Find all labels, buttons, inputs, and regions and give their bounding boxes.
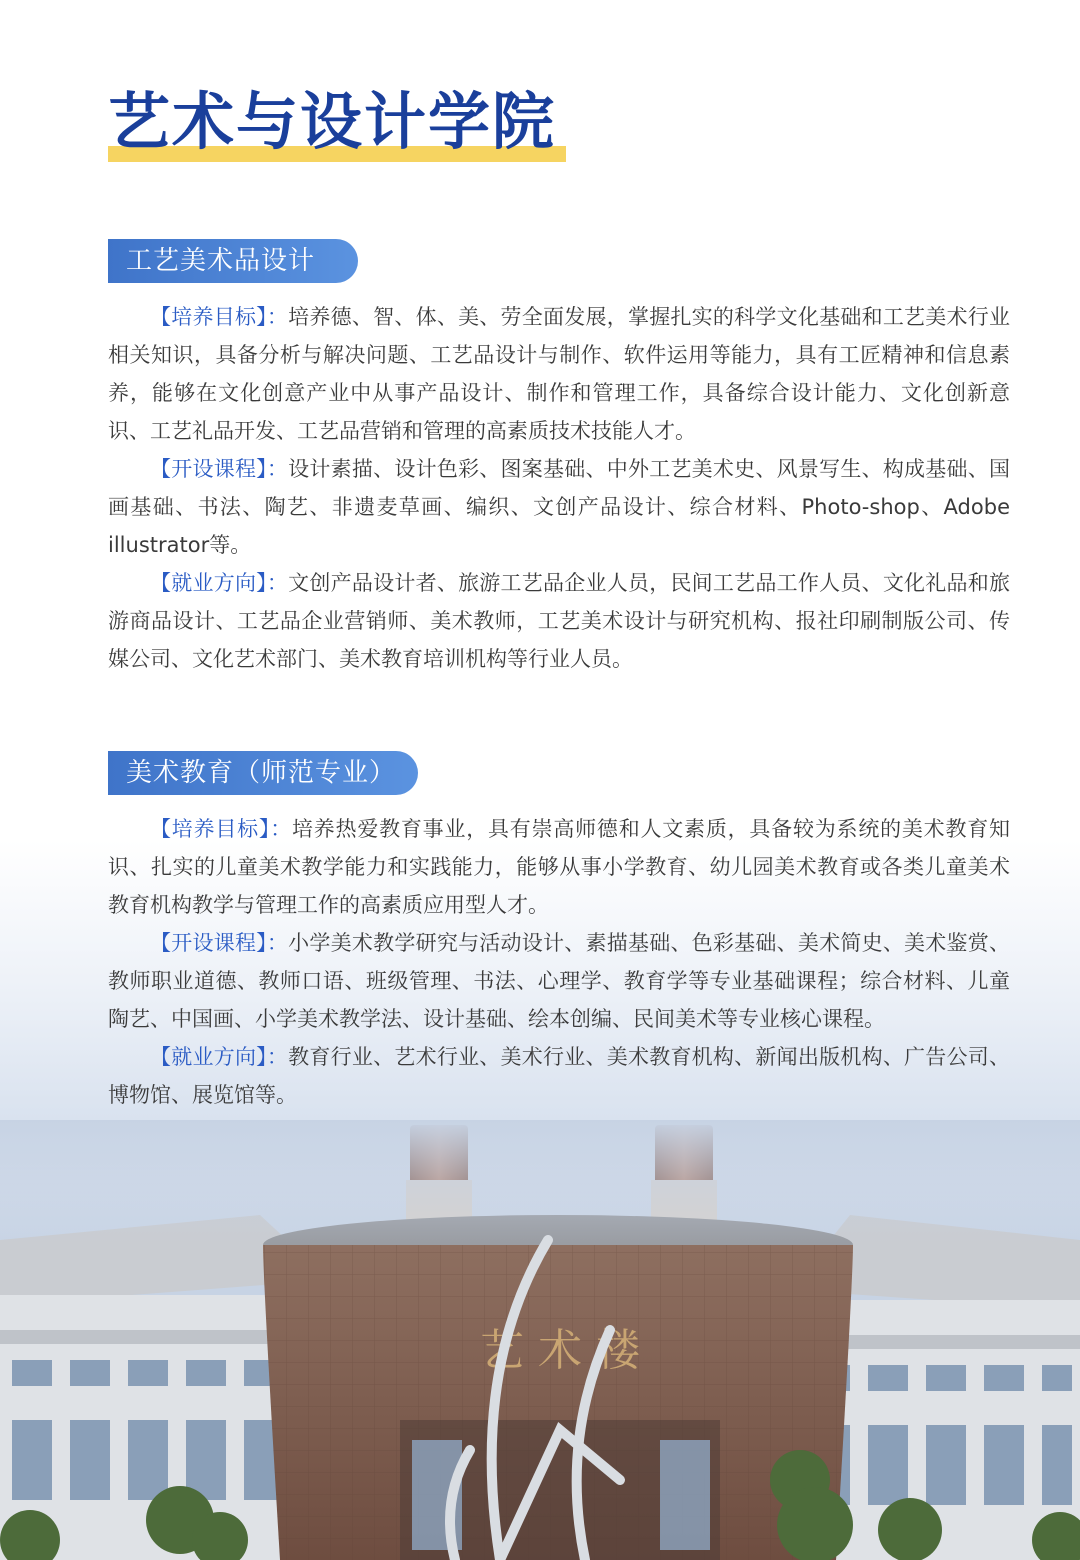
courses-paragraph [108,924,1010,1038]
page-title-block [108,82,556,162]
training-goal-paragraph [108,810,1010,924]
paragraph-label: 【开设课程】： [150,931,289,955]
paragraph-text: 培养热爱教育事业，具有崇高师德和人文素质，具备较为系统的美术教育知识、扎实的儿童美术教学能力和实践能力，能够从事小学教育、幼儿园美术教育或各类儿童美术教育机构教学与管理工作的高素质应用型人才。 [108,817,1011,917]
employment-paragraph [108,564,1010,678]
paragraph-text: 小学美术教学研究与活动设计、素描基础、色彩基础、美术简史、美术鉴赏、教师职业道德、教师口语、班级管理、书法、心理学、教育学等专业基础课程；综合材料、儿童陶艺、中国画、小学美术教学法、设计基础、绘本创编、民间美术等专业核心课程。 [108,931,1011,1031]
major-tag-art-education: 美术教育（师范专业） [108,751,418,795]
paragraph-label: 【就业方向】： [150,1045,289,1069]
paragraph-label: 【就业方向】： [150,571,289,595]
employment-paragraph [108,1038,1010,1114]
training-goal-paragraph [108,298,1010,450]
paragraph-text: 教育行业、艺术行业、美术行业、美术教育机构、新闻出版机构、广告公司、博物馆、展览馆等。 [108,1045,1011,1107]
paragraph-label: 【培养目标】： [150,817,292,841]
courses-paragraph [108,450,1010,564]
major-section-crafts-design [108,298,1010,678]
paragraph-label: 【培养目标】： [150,305,289,329]
paragraph-text: 设计素描、设计色彩、图案基础、中外工艺美术史、风景写生、构成基础、国画基础、书法、陶艺、非遗麦草画、编织、文创产品设计、综合材料、Photo-shop、Adobe illustrator等。 [108,457,1011,557]
page-title: 艺术与设计学院 [108,85,557,158]
paragraph-label: 【开设课程】： [150,457,289,481]
paragraph-text: 培养德、智、体、美、劳全面发展，掌握扎实的科学文化基础和工艺美术行业相关知识，具备分析与解决问题、工艺品设计与制作、软件运用等能力，具有工匠精神和信息素养，能够在文化创意产业中从事产品设计、制作和管理工作，具备综合设计能力、文化创新意识、工艺礼品开发、工艺品营销和管理的高素质技术技能人才。 [108,305,1011,443]
major-tag-crafts-design: 工艺美术品设计 [108,239,358,283]
paragraph-text: 文创产品设计者、旅游工艺品企业人员，民间工艺品工作人员、文化礼品和旅游商品设计、工艺品企业营销师、美术教师，工艺美术设计与研究机构、报社印刷制版公司、传媒公司、文化艺术部门、美术教育培训机构等行业人员。 [108,571,1011,671]
major-section-art-education [108,810,1010,1114]
art-building-photo [0,1120,1080,1560]
